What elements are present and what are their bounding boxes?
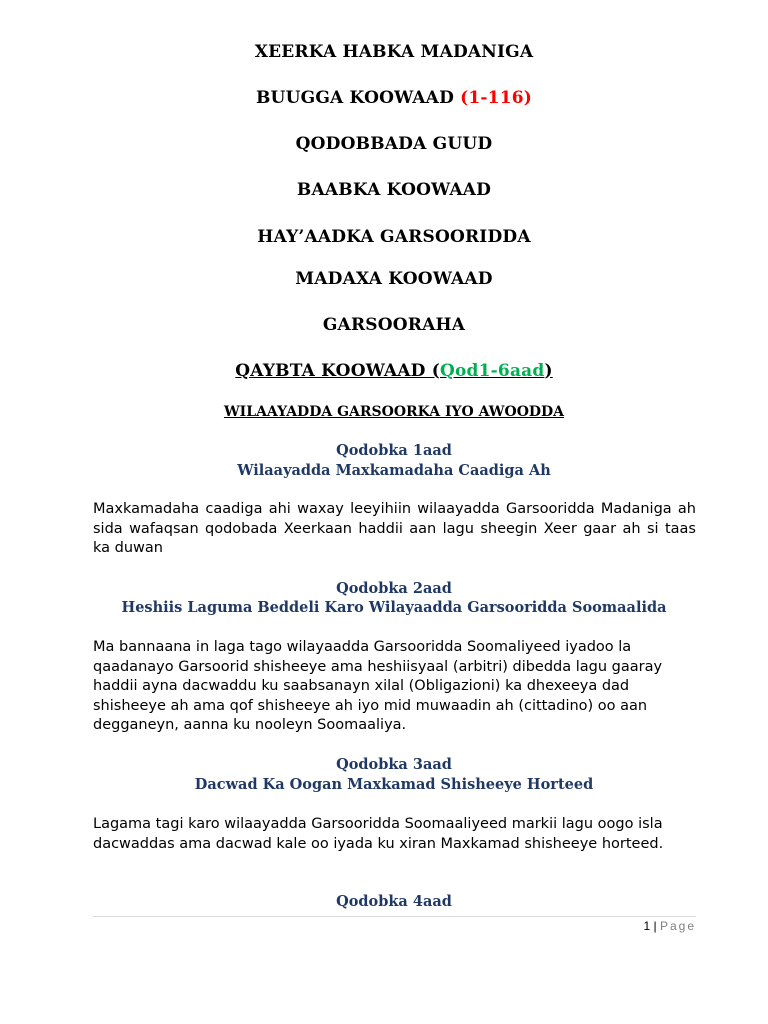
- section-heading-open: QAYBTA KOOWAAD (: [235, 361, 440, 381]
- judiciary-heading: HAY’AADKA GARSOORIDDA: [257, 227, 531, 247]
- section-heading-close: ): [544, 361, 553, 381]
- page-footer: [643, 919, 696, 933]
- article-body: Lagama tagi karo wilaayadda Garsooridda Soomaaliyeed markii lagu oogo isla dacwaddas ama dacwad kale oo iyada ku xiran Maxkamad shisheeye horteed.: [93, 816, 664, 852]
- code-title: XEERKA HABKA MADANIGA: [254, 42, 534, 62]
- article-number: Qodobka 3aad: [336, 756, 452, 773]
- book-heading: [0, 88, 768, 108]
- article-number: Qodobka 2aad: [336, 580, 452, 597]
- page-label: Page: [659, 919, 696, 933]
- jurisdiction-subheading: WILAAYADDA GARSOORKA IYO AWOODDA: [223, 404, 565, 420]
- article-title: Heshiis Laguma Beddeli Karo Wilayaadda Garsooridda Soomaalida: [121, 599, 667, 616]
- general-provisions-heading: QODOBBADA GUUD: [295, 134, 493, 154]
- article-body: Ma bannaana in laga tago wilayaadda Garsooridda Soomaliyeed iyadoo la qaadanayo Garsoorid shisheeye ama heshiisyaal (arbitri) dibedda lagu gaaray haddii ayna dacwaddu ku saabsanayn xilal (Obligazioni) ka dhexeeya dad shisheeye ah ama qof shisheeye ah iyo mid muwaadin ah (cittadino) oo aan degganeyn, aanna ku nooleyn Soomaaliya.: [93, 639, 663, 734]
- article-title: Dacwad Ka Oogan Maxkamad Shisheeye Horteed: [194, 776, 594, 793]
- article-number: Qodobka 1aad: [336, 442, 452, 459]
- article-title: Wilaayadda Maxkamadaha Caadiga Ah: [237, 462, 551, 479]
- section-range: Qod1-6aad: [440, 361, 545, 381]
- article-number: Qodobka 4aad: [336, 893, 452, 910]
- page-number: 1: [643, 919, 651, 933]
- judge-heading: GARSOORAHA: [322, 315, 466, 335]
- book-range: (1-116): [460, 88, 532, 108]
- title-heading: MADAXA KOOWAAD: [295, 269, 493, 289]
- page-separator: |: [650, 919, 660, 933]
- chapter-heading: BAABKA KOOWAAD: [296, 180, 492, 200]
- article-body: Maxkamadaha caadiga ahi waxay leeyihiin wilaayadda Garsooridda Madaniga ah sida wafaqsan qodobada Xeerkaan haddii aan lagu sheegin Xeer gaar ah si taas ka duwan: [93, 501, 696, 557]
- footer-divider: [93, 916, 696, 917]
- section-heading: [0, 361, 768, 381]
- book-heading-text: BUUGGA KOOWAAD: [255, 88, 461, 108]
